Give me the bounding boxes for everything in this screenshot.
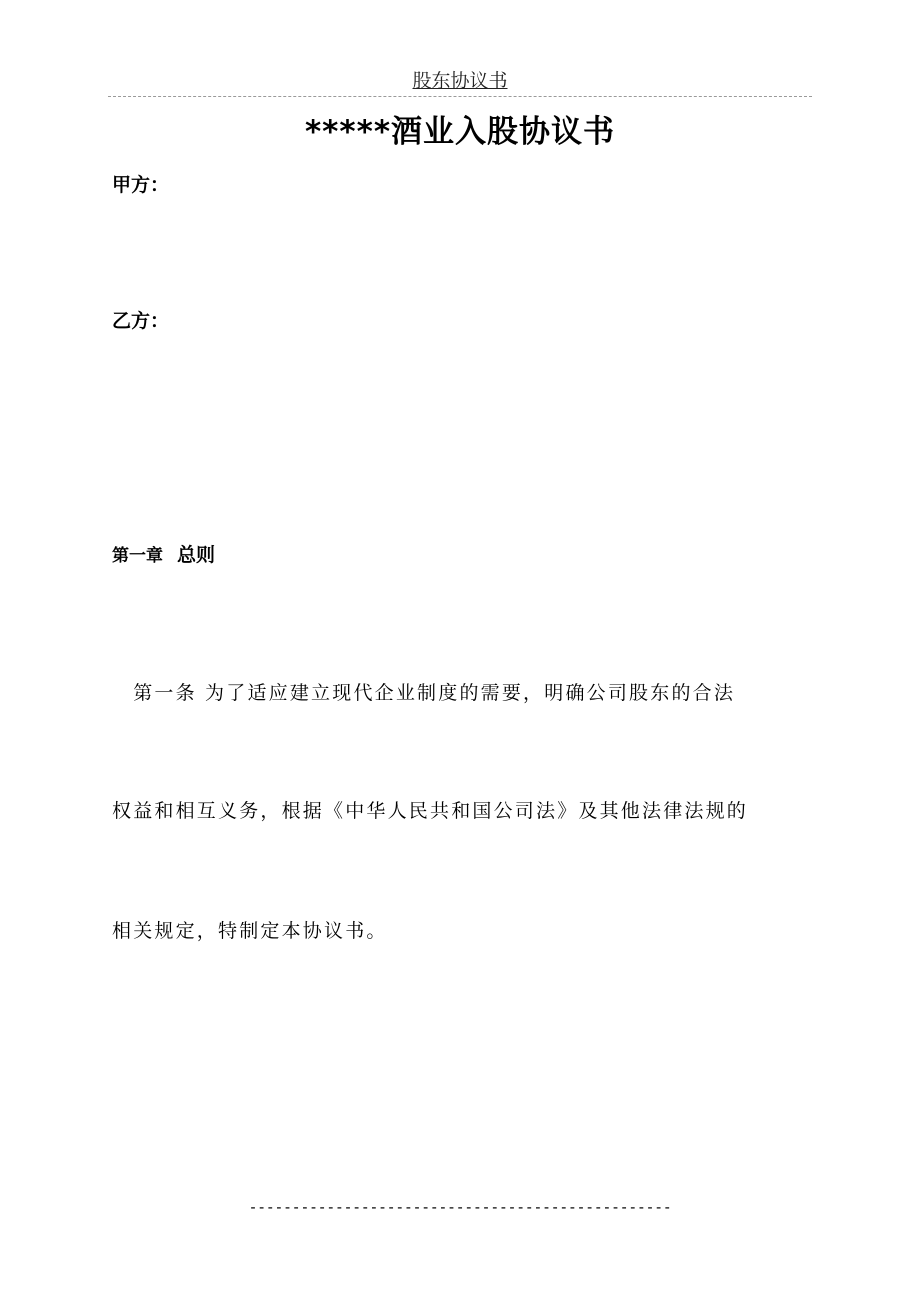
header-divider bbox=[108, 96, 812, 97]
running-header-title: 股东协议书 bbox=[412, 70, 508, 92]
chapter-name: 总则 bbox=[177, 544, 216, 566]
party-a-label: 甲方： bbox=[112, 174, 170, 196]
chapter-number: 第一章 bbox=[112, 546, 163, 566]
document-title: *****酒业入股协议书 bbox=[304, 114, 616, 150]
article-line: 权益和相互义务，根据《中华人民共和国公司法》及其他法律法规的 bbox=[112, 800, 749, 822]
party-b-label: 乙方： bbox=[112, 310, 170, 332]
footer-dashed-rule: ------------------------------------------------- bbox=[248, 1198, 672, 1216]
article-line: 相关规定，特制定本协议书。 bbox=[112, 920, 388, 942]
article-line: 第一条 为了适应建立现代企业制度的需要，明确公司股东的合法 bbox=[112, 682, 736, 704]
chapter-heading bbox=[112, 540, 215, 567]
